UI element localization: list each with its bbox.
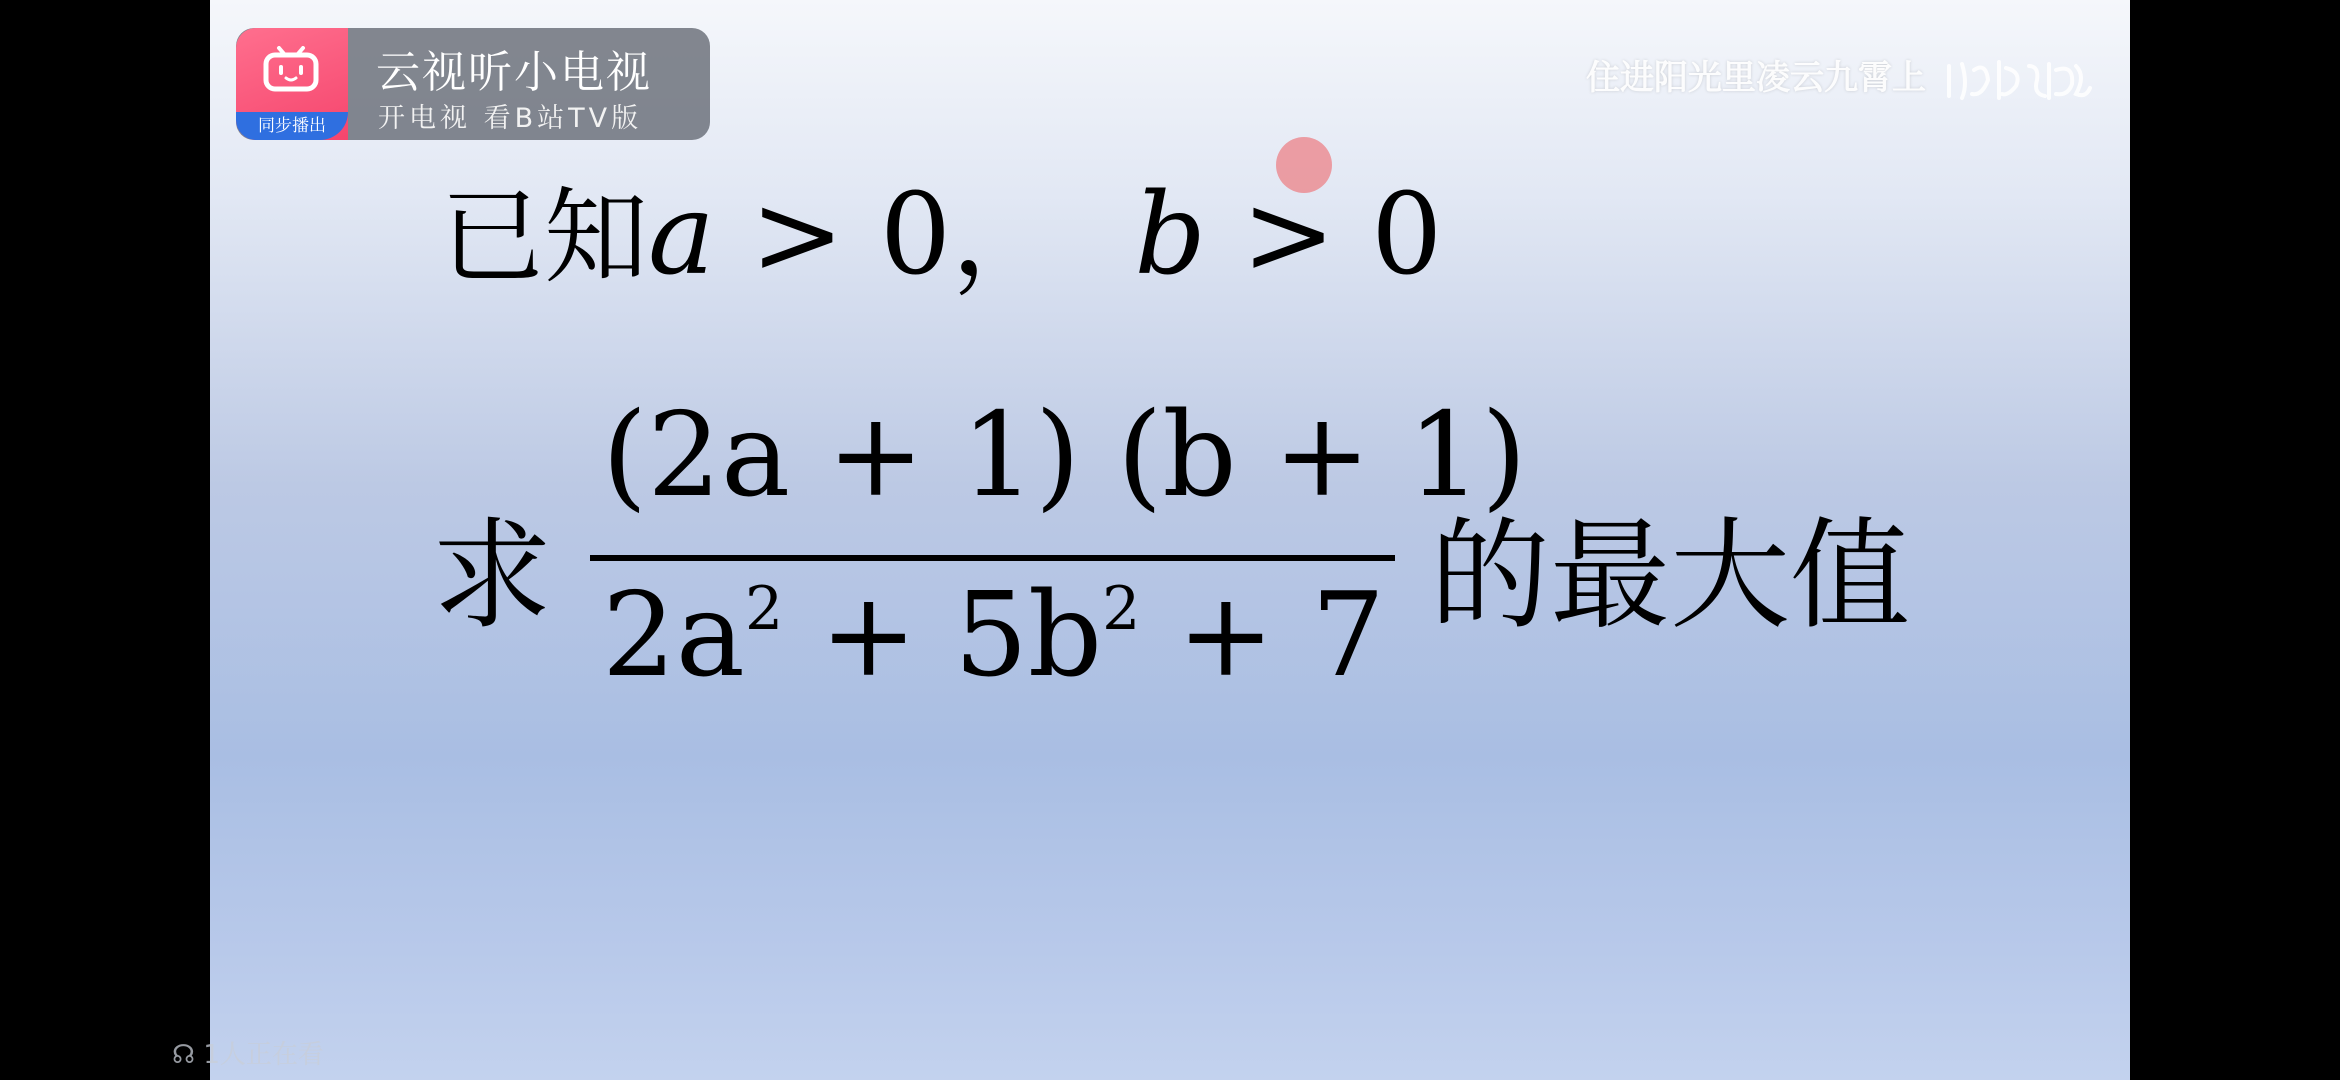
- fraction-numerator: (2a + 1) (b + 1): [602, 388, 1527, 523]
- badge-title: 云视听小电视: [376, 47, 652, 98]
- exponent-a: 2: [744, 574, 784, 644]
- denominator-term-b: + 5b: [783, 568, 1103, 703]
- denominator-term-a: 2a: [602, 568, 745, 703]
- exponent-b: 2: [1102, 574, 1141, 644]
- condition-a: > 0，: [714, 170, 1064, 300]
- variable-a: a: [648, 170, 715, 300]
- condition-b: > 0: [1206, 170, 1443, 300]
- ask-label: 求: [432, 507, 552, 646]
- sync-label: 同步播出: [236, 112, 348, 140]
- given-label: 已知: [440, 176, 649, 298]
- viewer-count-text: 1人正在看: [203, 1040, 324, 1070]
- viewer-count: [172, 1034, 324, 1071]
- question-tail: 的最大值: [1430, 507, 1910, 646]
- channel-watermark: [1586, 50, 2094, 104]
- problem-given-line: [440, 170, 1442, 302]
- tv-face-icon: [262, 46, 320, 92]
- watermark-text: 住进阳光里凌云九霄上: [1586, 58, 1926, 98]
- signature-scribble-icon: [1944, 56, 2094, 104]
- badge-subtitle: 开电视 看B站TV版: [378, 103, 643, 134]
- bilibili-tv-icon: [236, 28, 348, 140]
- denominator-constant: + 7: [1140, 568, 1386, 703]
- fraction-bar: [590, 555, 1395, 561]
- variable-b: b: [1134, 170, 1207, 300]
- fraction-denominator: [602, 568, 1386, 703]
- app-watermark-badge: [236, 28, 710, 140]
- viewers-icon: ☊: [172, 1040, 196, 1070]
- video-frame[interactable]: [210, 0, 2130, 1080]
